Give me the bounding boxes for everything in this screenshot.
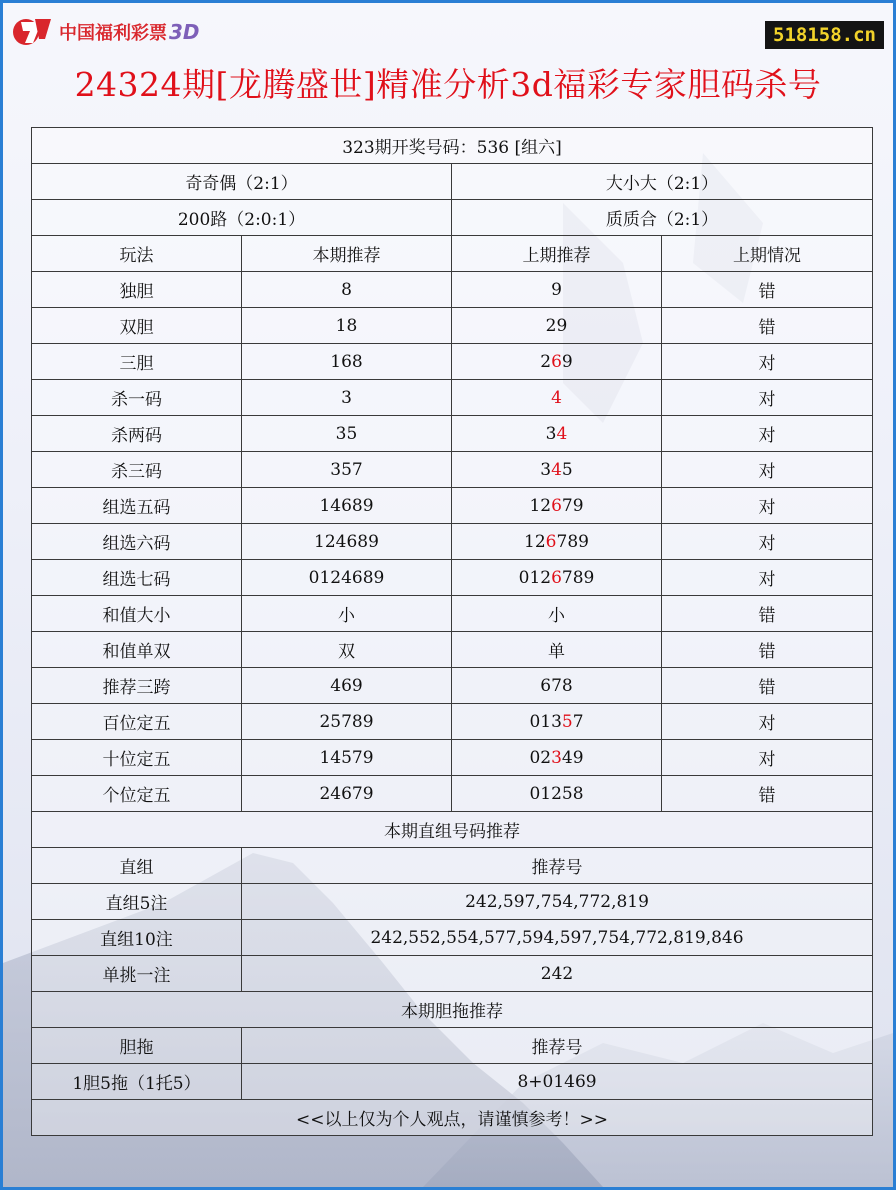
- direct-row-name: 直组10注: [32, 920, 242, 956]
- previous-status: 对: [662, 380, 873, 416]
- digit-segment: 49: [561, 747, 584, 768]
- previous-status: 对: [662, 416, 873, 452]
- digit-segment: 013: [529, 711, 562, 732]
- big-small-pattern: 大小大（2:1）: [452, 164, 873, 200]
- current-recommendation: 168: [242, 344, 452, 380]
- prediction-row: [32, 272, 873, 308]
- hit-digit: 4: [551, 459, 562, 480]
- digit-segment: 678: [540, 675, 573, 696]
- direct-row: [32, 884, 873, 920]
- drag-col-left: 胆拖: [32, 1028, 242, 1064]
- play-name: 杀一码: [32, 380, 242, 416]
- drag-row-name: 1胆5拖（1托5）: [32, 1064, 242, 1100]
- prediction-row: [32, 560, 873, 596]
- col-header-current: 本期推荐: [242, 236, 452, 272]
- hit-digit: 5: [561, 711, 573, 732]
- previous-recommendation: [452, 344, 662, 380]
- hit-digit: 6: [551, 495, 562, 516]
- digit-segment: 小: [548, 606, 565, 626]
- header: [3, 3, 893, 123]
- page-title: 24324期[龙腾盛世]精准分析3d福彩专家胆码杀号: [74, 65, 822, 104]
- prediction-row: [32, 632, 873, 668]
- direct-row-name: 单挑一注: [32, 956, 242, 992]
- current-recommendation: 357: [242, 452, 452, 488]
- hit-digit: 3: [551, 747, 562, 768]
- play-name: 和值单双: [32, 632, 242, 668]
- pattern-row-2: [32, 200, 873, 236]
- previous-recommendation: [452, 452, 662, 488]
- digit-segment: 789: [561, 567, 595, 588]
- play-name: 十位定五: [32, 740, 242, 776]
- current-recommendation: 25789: [242, 704, 452, 740]
- previous-status: 对: [662, 704, 873, 740]
- previous-status: 错: [662, 596, 873, 632]
- prediction-row: [32, 452, 873, 488]
- play-name: 双胆: [32, 308, 242, 344]
- hit-digit: 6: [545, 531, 557, 552]
- direct-row-value: 242,597,754,772,819: [242, 884, 873, 920]
- digit-segment: 单: [548, 642, 565, 662]
- digit-segment: 12: [529, 495, 552, 516]
- digit-segment: 02: [529, 747, 552, 768]
- play-name: 个位定五: [32, 776, 242, 812]
- play-name: 和值大小: [32, 596, 242, 632]
- col-header-play: 玩法: [32, 236, 242, 272]
- drag-section-title: 本期胆拖推荐: [32, 992, 873, 1028]
- prediction-row: [32, 596, 873, 632]
- lottery-logo[interactable]: [11, 13, 200, 51]
- direct-section-title: 本期直组号码推荐: [32, 812, 873, 848]
- site-badge[interactable]: 518158.cn: [765, 21, 884, 49]
- digit-segment: 7: [572, 711, 584, 732]
- prediction-rows: [32, 272, 873, 812]
- digit-segment: 9: [561, 351, 573, 372]
- odd-even-pattern: 奇奇偶（2:1）: [32, 164, 452, 200]
- previous-status: 对: [662, 524, 873, 560]
- drag-header-row: [32, 1028, 873, 1064]
- current-recommendation: 18: [242, 308, 452, 344]
- digit-segment: 9: [551, 279, 562, 300]
- drag-col-right: 推荐号: [242, 1028, 873, 1064]
- direct-row-name: 直组5注: [32, 884, 242, 920]
- direct-row: [32, 956, 873, 992]
- logo-text: 中国福利彩票: [59, 23, 167, 44]
- current-recommendation: 8: [242, 272, 452, 308]
- draw-result: 323期开奖号码：536 [组六]: [32, 128, 873, 164]
- previous-recommendation: [452, 740, 662, 776]
- current-recommendation: 14689: [242, 488, 452, 524]
- prediction-row: [32, 416, 873, 452]
- pattern-row-1: [32, 164, 873, 200]
- digit-segment: 12: [524, 531, 546, 552]
- previous-recommendation: [452, 776, 662, 812]
- previous-status: 错: [662, 632, 873, 668]
- col-header-status: 上期情况: [662, 236, 873, 272]
- previous-status: 对: [662, 560, 873, 596]
- previous-recommendation: [452, 488, 662, 524]
- previous-status: 对: [662, 344, 873, 380]
- current-recommendation: 469: [242, 668, 452, 704]
- drag-section-title-row: [32, 992, 873, 1028]
- play-name: 三胆: [32, 344, 242, 380]
- current-recommendation: 小: [242, 596, 452, 632]
- prediction-row: [32, 308, 873, 344]
- digit-segment: 5: [561, 459, 573, 480]
- current-recommendation: 双: [242, 632, 452, 668]
- prediction-row: [32, 668, 873, 704]
- digit-segment: 012: [518, 567, 552, 588]
- hit-digit: 4: [556, 423, 568, 444]
- direct-col-right: 推荐号: [242, 848, 873, 884]
- previous-status: 错: [662, 668, 873, 704]
- previous-recommendation: [452, 704, 662, 740]
- previous-status: 错: [662, 272, 873, 308]
- prediction-row: [32, 776, 873, 812]
- current-recommendation: 14579: [242, 740, 452, 776]
- digit-segment: 3: [545, 423, 557, 444]
- welfare-lottery-logo-icon: [11, 13, 55, 51]
- digit-segment: 789: [556, 531, 589, 552]
- prediction-row: [32, 344, 873, 380]
- footer-row: [32, 1100, 873, 1136]
- direct-header-row: [32, 848, 873, 884]
- play-name: 杀三码: [32, 452, 242, 488]
- current-recommendation: 35: [242, 416, 452, 452]
- play-name: 组选五码: [32, 488, 242, 524]
- prediction-row: [32, 488, 873, 524]
- previous-status: 错: [662, 308, 873, 344]
- previous-recommendation: [452, 380, 662, 416]
- direct-row-value: 242: [242, 956, 873, 992]
- previous-recommendation: [452, 308, 662, 344]
- previous-recommendation: [452, 560, 662, 596]
- previous-status: 对: [662, 488, 873, 524]
- digit-segment: 29: [545, 315, 568, 336]
- previous-status: 对: [662, 452, 873, 488]
- direct-row-value: 242,552,554,577,594,597,754,772,819,846: [242, 920, 873, 956]
- drag-row-value: 8+01469: [242, 1064, 873, 1100]
- play-name: 独胆: [32, 272, 242, 308]
- digit-segment: 3: [540, 459, 552, 480]
- prediction-table: [31, 127, 873, 1136]
- previous-status: 错: [662, 776, 873, 812]
- play-name: 推荐三跨: [32, 668, 242, 704]
- prediction-row: [32, 740, 873, 776]
- route-pattern: 200路（2:0:1）: [32, 200, 452, 236]
- previous-recommendation: [452, 272, 662, 308]
- play-name: 杀两码: [32, 416, 242, 452]
- previous-recommendation: [452, 596, 662, 632]
- prediction-row: [32, 524, 873, 560]
- current-recommendation: 0124689: [242, 560, 452, 596]
- drag-row: [32, 1064, 873, 1100]
- digit-segment: 01258: [529, 783, 584, 804]
- column-header-row: [32, 236, 873, 272]
- hit-digit: 6: [551, 351, 562, 372]
- current-recommendation: 124689: [242, 524, 452, 560]
- footer-note: <<以上仅为个人观点，请谨慎参考！>>: [32, 1100, 873, 1136]
- current-recommendation: 3: [242, 380, 452, 416]
- hit-digit: 6: [551, 567, 562, 588]
- previous-status: 对: [662, 740, 873, 776]
- prediction-row: [32, 380, 873, 416]
- digit-segment: 2: [540, 351, 552, 372]
- draw-result-row: [32, 128, 873, 164]
- previous-recommendation: [452, 668, 662, 704]
- direct-row: [32, 920, 873, 956]
- logo-3d-text: 3D: [169, 20, 200, 44]
- previous-recommendation: [452, 632, 662, 668]
- prime-pattern: 质质合（2:1）: [452, 200, 873, 236]
- hit-digit: 4: [551, 387, 562, 408]
- direct-section-title-row: [32, 812, 873, 848]
- direct-col-left: 直组: [32, 848, 242, 884]
- current-recommendation: 24679: [242, 776, 452, 812]
- digit-segment: 79: [561, 495, 584, 516]
- play-name: 组选六码: [32, 524, 242, 560]
- previous-recommendation: [452, 416, 662, 452]
- col-header-previous: 上期推荐: [452, 236, 662, 272]
- play-name: 百位定五: [32, 704, 242, 740]
- play-name: 组选七码: [32, 560, 242, 596]
- prediction-row: [32, 704, 873, 740]
- previous-recommendation: [452, 524, 662, 560]
